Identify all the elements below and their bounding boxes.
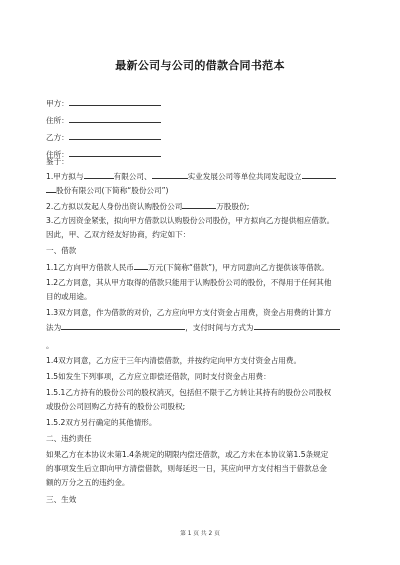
party-a-blank: [69, 98, 161, 106]
section-3-heading: 三、生效: [46, 495, 77, 504]
clause-1-5: 1.5如发生下列事项，乙方应立即偿还借款，同时支付资金占用费：: [46, 372, 271, 381]
p1-blank-4: [46, 185, 56, 193]
clause-1-5-1-line-2: 或股份公司回购乙方持有的股份公司股权;: [46, 402, 186, 411]
address-b-blank: [69, 149, 161, 157]
party-b-blank: [69, 132, 161, 140]
p1-blank-3: [302, 171, 336, 179]
clause-1-5-2: 1.5.2双方另行确定的其他情形。: [46, 418, 157, 427]
clause-1-3-line-1: 1.3双方同意，作为借款的对价，乙方应向甲方支付资金占用费，资金占用费的计算方: [46, 308, 332, 317]
party-b-label: 乙方：: [46, 133, 69, 142]
p1-blank-2: [152, 171, 188, 179]
address-a-line: [46, 115, 161, 126]
clause-1-3-line-3: 。: [46, 341, 54, 350]
p2-blank: [182, 201, 216, 209]
c11-text-a: 1.1乙方向甲方借款人民币: [46, 263, 135, 272]
clause-1-2-line-2: 目的或用途。: [46, 292, 92, 301]
paragraph-3-line-1: 3.乙方因资金紧张，拟向甲方借款以认购股份公司股份，甲方拟向乙方提供相应借款。: [46, 216, 335, 225]
p2-text-a: 2.乙方拟以发起人身份出资认购股份公司: [46, 202, 183, 211]
c13-blank-2: [254, 322, 340, 330]
whereas-heading: 鉴于：: [46, 157, 69, 166]
clause-1-2-line-1: 1.2乙方同意，其从甲方取得的借款只能用于认购股份公司的股份，不得用于任何其他: [46, 278, 332, 287]
c11-text-b: 万元(下简称“借款”)，甲方同意向乙方提供该等借款。: [148, 263, 329, 272]
address-b-label: 住所：: [46, 150, 69, 159]
p1-text-a: 1.甲方拟与: [46, 172, 84, 181]
section-2-line-2: 的事项发生后立即向甲方清偿借款，则每延迟一日，其应向甲方支付相当于借款总金: [46, 464, 327, 473]
clause-1-4: 1.4双方同意，乙方应于三年内清偿借款，并按约定向甲方支付资金占用费。: [46, 356, 302, 365]
c13-text-b: 法为: [46, 323, 62, 332]
section-1-heading: 一、借款: [46, 246, 77, 255]
section-2-heading: 二、违约责任: [46, 434, 92, 443]
paragraph-1-line-2: [46, 185, 169, 196]
party-a-label: 甲方：: [46, 99, 69, 108]
section-2-line-3: 额的万分之五的违约金。: [46, 478, 130, 487]
p1-blank-1: [84, 171, 114, 179]
party-a-line: [46, 98, 161, 109]
paragraph-3-line-2: 因此，甲、乙双方经友好协商，约定如下：: [46, 230, 191, 239]
p1-text-d: 股份有限公司(下简称“股份公司”): [56, 186, 169, 195]
section-2-line-1: 如果乙方在本协议未第1.4条规定的期限内偿还借款，或乙方未在本协议第1.5条规定: [46, 450, 329, 459]
c13-blank-1: [61, 322, 185, 330]
address-a-blank: [69, 115, 161, 123]
clause-1-3-line-2: [46, 322, 340, 333]
document-title: 最新公司与公司的借款合同书范本: [115, 59, 285, 72]
p1-text-c: 实业发展公司等单位共同发起设立: [187, 172, 302, 181]
p1-text-b: 有限公司、: [113, 172, 152, 181]
clause-1-5-1-line-1: 1.5.1乙方持有的股份公司的股权消灭，包括但不限于乙方转让其持有的股份公司股权: [46, 388, 332, 397]
address-a-label: 住所：: [46, 116, 69, 125]
paragraph-2: [46, 201, 249, 212]
clause-1-1: [46, 262, 329, 273]
page-footer: 第 1 页 共 2 页: [180, 531, 220, 537]
party-b-line: [46, 132, 161, 143]
paragraph-1-line-1: [46, 171, 336, 182]
c11-blank: [134, 262, 148, 270]
c13-text-c: ，支付时间与方式为: [185, 323, 254, 332]
p2-text-b: 万股股份;: [216, 202, 250, 211]
